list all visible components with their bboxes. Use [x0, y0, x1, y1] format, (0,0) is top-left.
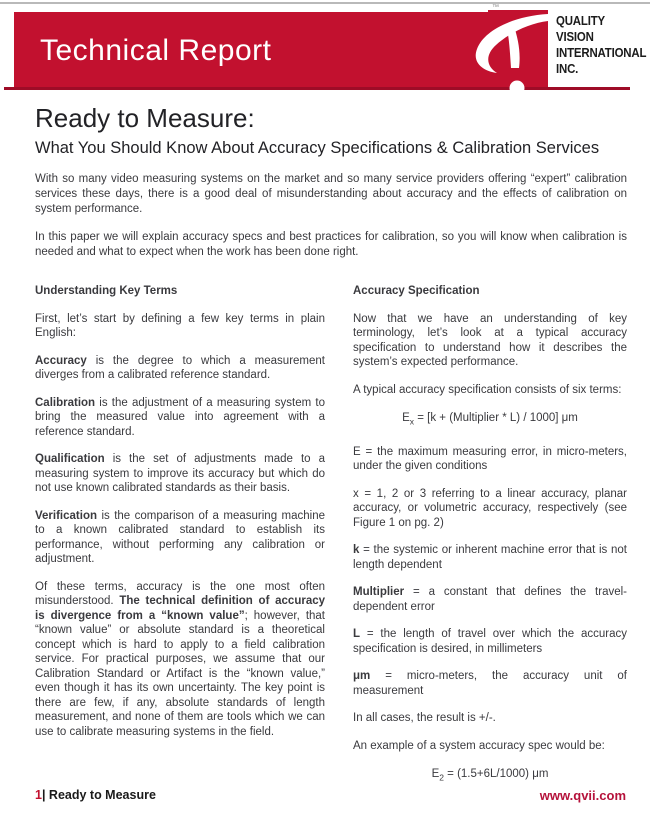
logo-line-international: INTERNATIONAL — [556, 45, 647, 60]
logo-line-inc: INC. — [556, 61, 579, 76]
definition-verification: Verification is the comparison of a measuring machine to a known calibrated standard to establish its performance, without performing any calibration or adjustment. — [35, 509, 325, 565]
document-body — [35, 103, 627, 801]
accuracy-formula: $E_x = [k$ + (Multiplier * L) / 1000] μm — [402, 412, 578, 427]
six-terms-lead-in: A typical accuracy specification consists of six terms: — [353, 383, 622, 396]
term-E: E = the maximum measuring error, in micro-meters, under the given conditions — [353, 445, 627, 473]
page-top-rule — [0, 2, 650, 4]
intro-paragraph: With so many video measuring systems on the market and so many service providers offering “expert” calibration services these days, there is a good deal of misunderstanding about accuracy and the effects of calibration on system performance. — [35, 173, 627, 215]
qvi-logo-text — [556, 13, 646, 77]
definition-calibration: Calibration is the adjustment of a measuring system to bring the measured value into agreement with a reference standard. — [35, 396, 325, 438]
banner-title: Technical Report — [40, 33, 272, 67]
footer-page-label — [35, 788, 156, 802]
document-title: Ready to Measure: — [35, 103, 255, 133]
result-note: In all cases, the result is +/-. — [353, 712, 496, 725]
intro-section — [35, 172, 627, 260]
definition-accuracy: Accuracy is the degree to which a measurement diverges from a calibrated reference standard. — [35, 354, 325, 381]
trademark-symbol: ™ — [492, 4, 499, 11]
term-multiplier: Multiplier = a constant that defines the travel-dependent error — [353, 586, 627, 613]
footer-report-name: | Ready to Measure — [41, 788, 156, 802]
website-link[interactable]: www.qvii.com — [539, 788, 626, 803]
example-lead-in: An example of a system accuracy spec would be: — [353, 739, 605, 752]
left-column-heading: Understanding Key Terms — [35, 285, 178, 297]
closing-paragraph: Of these terms, accuracy is the one most often misunderstood. The technical definition of accuracy is divergence from a “known value”; however, that “known value” or absolute standard is a theoretical concept which is hard to apply to a field calibration service. For practical purposes, we assume that our Calibration Standard or Artifact is the “known value,” even though it has its own uncertainty. The key point is there are few, if any, absolute standards of length measurement, and none of them are tools which we can use to calibrate measuring systems in the field. — [35, 580, 326, 738]
logo-line-quality: QUALITY — [556, 13, 605, 28]
page-number: 1 — [35, 788, 42, 802]
left-column — [35, 284, 325, 801]
document-subtitle: What You Should Know About Accuracy Specifications & Calibration Services — [35, 139, 600, 157]
definition-qualification: Qualification is the set of adjustments made to a measuring system to improve its accuracy but which do not use known calibrated standards as their basis. — [35, 453, 325, 494]
qvi-logo-icon — [452, 2, 552, 98]
right-column — [353, 284, 627, 801]
term-k: k = the systemic or inherent machine error that is not length dependent — [353, 544, 627, 571]
term-x: x = 1, 2 or 3 referring to a linear accuracy, planar accuracy, or volumetric accuracy, respectively (see Figure 1 on pg. 2) — [353, 487, 627, 529]
intro-paragraph: In this paper we will explain accuracy specs and best practices for calibration, so you will know when calibration is needed and what to expect when the work has been done right. — [35, 231, 627, 258]
logo-line-vision: VISION — [556, 29, 594, 44]
accuracy-spec-intro: Now that we have an understanding of key terminology, let’s look at a typical accuracy specification to understand how it describes the system’s expected performance. — [353, 312, 627, 368]
term-um: μm = micro-meters, the accuracy unit of measurement — [353, 670, 627, 697]
example-formula: $E_2 = (1.5+6L/1000)$ μm — [431, 768, 549, 783]
term-L: L = the length of travel over which the accuracy specification is desired, in millimeters — [353, 628, 627, 655]
two-column-layout — [35, 284, 627, 801]
right-column-heading: Accuracy Specification — [353, 285, 480, 297]
key-terms-intro: First, let’s start by defining a few key terms in plain English: — [35, 312, 325, 339]
